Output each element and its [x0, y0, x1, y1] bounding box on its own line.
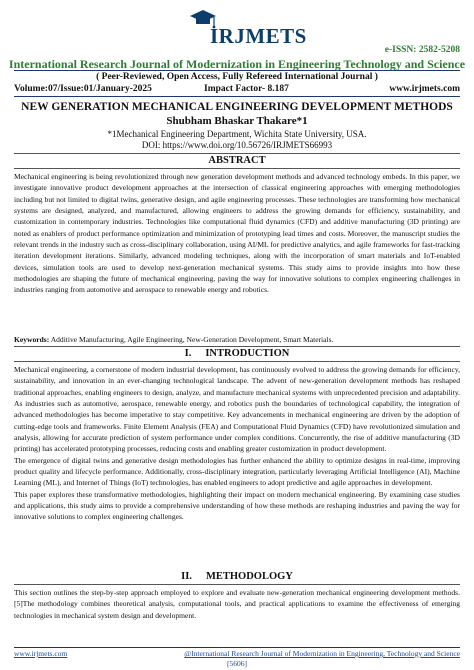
abstract-divider-bottom: [14, 168, 460, 169]
journal-logo: [188, 8, 307, 52]
paper-title: NEW GENERATION MECHANICAL ENGINEERING DEVELOPMENT METHODS: [21, 101, 453, 113]
methodology-body: [14, 587, 460, 621]
abstract-text: [14, 171, 460, 296]
journal-website[interactable]: www.irjmets.com: [389, 84, 460, 94]
logo-wordmark: IRJMETS: [210, 24, 307, 48]
introduction-heading: [0, 348, 474, 359]
page-number: [5606]: [227, 659, 247, 668]
introduction-divider: [14, 346, 460, 347]
methodology-divider: [14, 584, 460, 585]
author-name: Shubham Bhaskar Thakare*1: [166, 115, 308, 127]
header-divider-bottom: [14, 96, 460, 97]
section-heading-text: INTRODUCTION: [205, 348, 290, 359]
footer-copyright-link[interactable]: @International Research Journal of Modernization in Engineering, Technology and Science: [184, 649, 460, 658]
paragraph: This paper explores these transformative methodologies, highlighting their impact on modern mechanical engineering. By examining case studies and applications, this study aims to provide a comprehensive understanding of how these methods are reshaping industries and paving the way for innovative solutions to complex engineering challenges.: [14, 489, 460, 522]
volume-issue: Volume:07/Issue:01/January-2025: [14, 84, 152, 94]
keywords-text: Additive Manufacturing, Agile Engineering, New-Generation Development, Smart Materials.: [50, 335, 334, 344]
introduction-body: [14, 364, 460, 523]
author-affiliation: *1Mechanical Engineering Department, Wichita State University, USA.: [107, 129, 367, 139]
paragraph: Mechanical engineering, a cornerstone of modern industrial development, has continuously evolved to address the growing demands for efficiency, sustainability, and innovation in an ever-changing technological landscape. The advent of new-generation development methods has reshaped traditional approaches, enabling engineers to design, analyze, and manufacture mechanical systems with unprecedented precision and adaptability. As industries such as automotive, aerospace, renewable energy, and robotics push the boundaries of technological capability, the integration of advanced methodologies has become imperative to stay competitive. Key advancements in mechanical engineering are driven by the adoption of cutting-edge tools and frameworks. Finite Element Analysis (FEA) and Computational Fluid Dynamics (CFD) have revolutionized simulation and analysis, allowing for accurate prediction of system performance under complex conditions. Concurrently, the rise of additive manufacturing (3D printing) has accelerated prototyping processes, reducing costs and enabling greater customization in product development.: [14, 365, 460, 454]
paragraph: This section outlines the step-by-step approach employed to explore and evaluate new-generation mechanical engineering development methods. [5]The methodology combines theoretical analysis, computational tools, and practical applications to examine the effectiveness of emerging technologies in mechanical system design and development.: [14, 588, 460, 620]
keywords-label: Keywords:: [14, 335, 50, 344]
paragraph: The emergence of digital twins and generative design methodologies has further enhanced the ability to optimize designs in real-time, improving product quality and lifecycle performance. Additionally, cross-disciplinary integration, particularly leveraging Artificial Intelligence (AI), Machine Learning (ML), and Internet of Things (IoT) technologies, has enabled engineers to adopt predictive and agile approaches in development.: [14, 455, 460, 488]
section-number: I.: [184, 348, 192, 359]
peer-review-line: ( Peer-Reviewed, Open Access, Fully Refereed International Journal ): [96, 72, 378, 82]
issn-label: e-ISSN: 2582-5208: [384, 45, 460, 55]
impact-factor: Impact Factor- 8.187: [204, 84, 289, 94]
abstract-divider: [14, 153, 460, 154]
methodology-heading: [0, 571, 474, 582]
abstract-paragraph: Mechanical engineering is being revolutionized through new generation development methods and advanced technology embeds. In this paper, we investigate innovative product development approaches at the intersection of classical engineering approaches with emerging methodologies including but not limited to digital twins, generative design, and agile engineering processes. These technologies are transforming how mechanical systems are designed, analyzed, and manufactured, allowing engineers to address the growing demands for efficiency, sustainability, and customization in contemporary industries. Technologies like computational fluid dynamics (CFD) and additive manufacturing (3D printing) are noted as enablers of product performance optimization and minimization of prototyping lead times and costs. Moreover, the manuscript studies the relevant trends in the industry such as cross-disciplinary collaboration, using AI/ML for predictive analytics, and agile frameworks for fast-tracking iteration development iterations. Similarly, advanced modeling techniques, along with the incorporation of smart materials and IoT-enabled devices, simulation tools are used to develop next-generation mechanical systems. This study aims to provide insights into how these methodologies are shaping the future of mechanical engineering, paving the way for innovative solutions to complex engineering challenges in industries ranging from automotive and aerospace to renewable energy and robotics.: [14, 172, 460, 295]
doi-link[interactable]: DOI: https://www.doi.org/10.56726/IRJMETS66993: [141, 140, 333, 150]
section-number: II.: [181, 571, 192, 582]
footer-website-link[interactable]: www.irjmets.com: [14, 649, 68, 658]
footer-divider: [14, 647, 460, 648]
section-heading-text: METHODOLOGY: [205, 571, 293, 582]
introduction-divider-bottom: [14, 361, 460, 362]
keywords-line: [14, 334, 460, 345]
journal-title: International Research Journal of Modernization in Engineering Technology and Science: [8, 57, 466, 71]
abstract-heading: ABSTRACT: [208, 155, 266, 166]
